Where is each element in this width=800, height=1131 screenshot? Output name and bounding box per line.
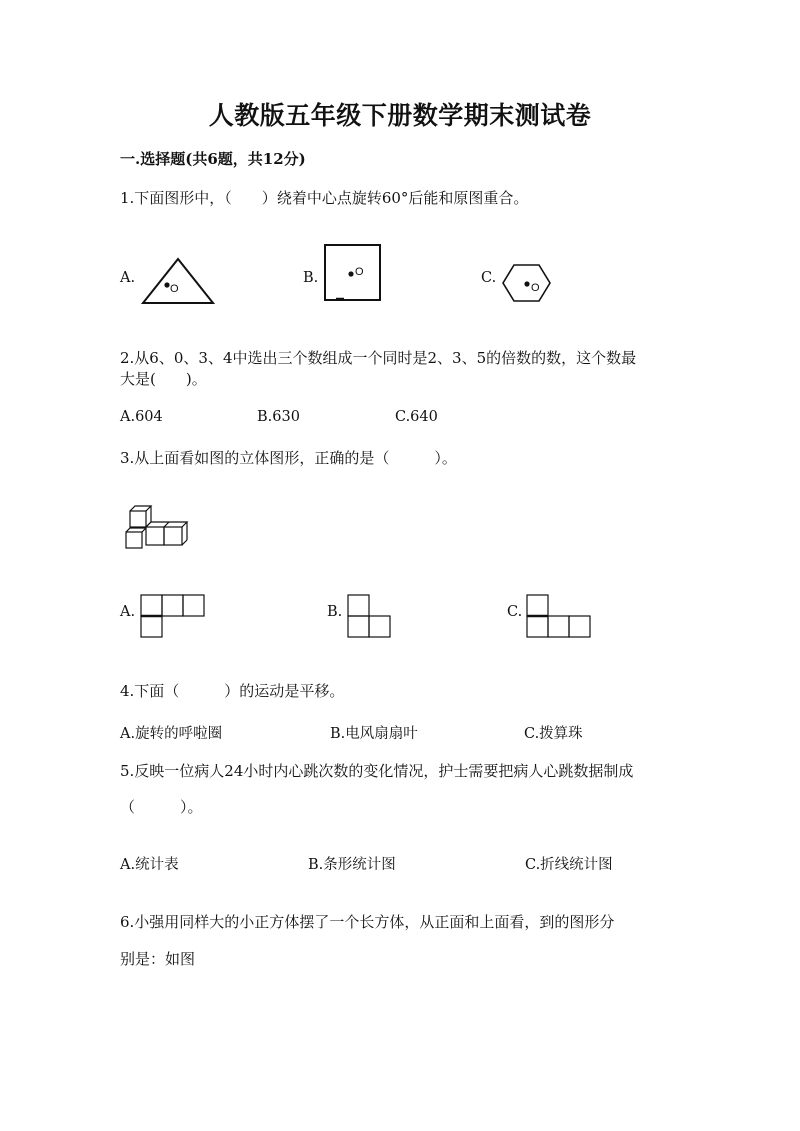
center-point [524, 281, 529, 286]
q1-square-figure [324, 244, 382, 302]
q1-option-c-label: C. [481, 270, 497, 286]
question-6-text-line1: 6.小强用同样大的小正方体摆了一个长方体，从正面和上面看，到的图形分 [120, 913, 615, 931]
q1-option-b-label: B. [303, 270, 319, 286]
question-5-text-line1: 5.反映一位病人24小时内心跳次数的变化情况，护士需要把病人心跳数据制成 [120, 762, 634, 780]
question-4-text: 4.下面（ ）的运动是平移。 [120, 682, 345, 700]
q3-option-b-label: B. [327, 604, 343, 620]
center-point [164, 282, 169, 287]
question-1-text: 1.下面图形中，（ ）绕着中心点旋转60°后能和原图重合。 [120, 189, 529, 207]
q1-triangle-figure [140, 255, 216, 305]
triangle-shape [143, 259, 213, 303]
question-6-text-line2: 别是：如图 [120, 950, 196, 968]
q3-option-a-figure [140, 594, 208, 639]
q5-option-c: C.折线统计图 [525, 857, 613, 873]
question-3-text: 3.从上面看如图的立体图形，正确的是（ ）。 [120, 449, 457, 467]
q3-option-c-label: C. [507, 604, 523, 620]
q3-option-b-figure [347, 594, 393, 639]
q1-figure-a-center-label: O [170, 283, 179, 295]
q3-option-c-figure [526, 594, 594, 639]
q3-option-a-label: A. [120, 604, 136, 620]
q2-option-c: C.640 [395, 409, 438, 425]
q5-option-a: A.统计表 [120, 857, 179, 873]
page-title: 人教版五年级下册数学期末测试卷 [208, 101, 592, 130]
q1-figure-c-center-label: O [531, 282, 540, 294]
q1-figure-b-center-label: O [355, 266, 364, 278]
q2-option-b: B.630 [257, 409, 300, 425]
question-2-text-line2: 大是( )。 [120, 370, 207, 388]
q1-hexagon-figure [502, 262, 552, 304]
q4-option-c: C.拨算珠 [524, 726, 583, 742]
center-point [348, 271, 353, 276]
q2-option-a: A.604 [120, 409, 163, 425]
q3-cube-figure [124, 503, 189, 551]
section-heading: 一.选择题(共6题，共12分) [120, 150, 306, 168]
question-5-text-line2: （ ）。 [120, 798, 203, 816]
q1-option-a-label: A. [120, 270, 136, 286]
q4-option-a: A.旋转的呼啦圈 [120, 726, 223, 742]
q4-option-b: B.电风扇扇叶 [330, 726, 418, 742]
q5-option-b: B.条形统计图 [308, 857, 396, 873]
question-2-text-line1: 2.从6、0、3、4中选出三个数组成一个同时是2、3、5的倍数的数，这个数最 [120, 349, 637, 367]
